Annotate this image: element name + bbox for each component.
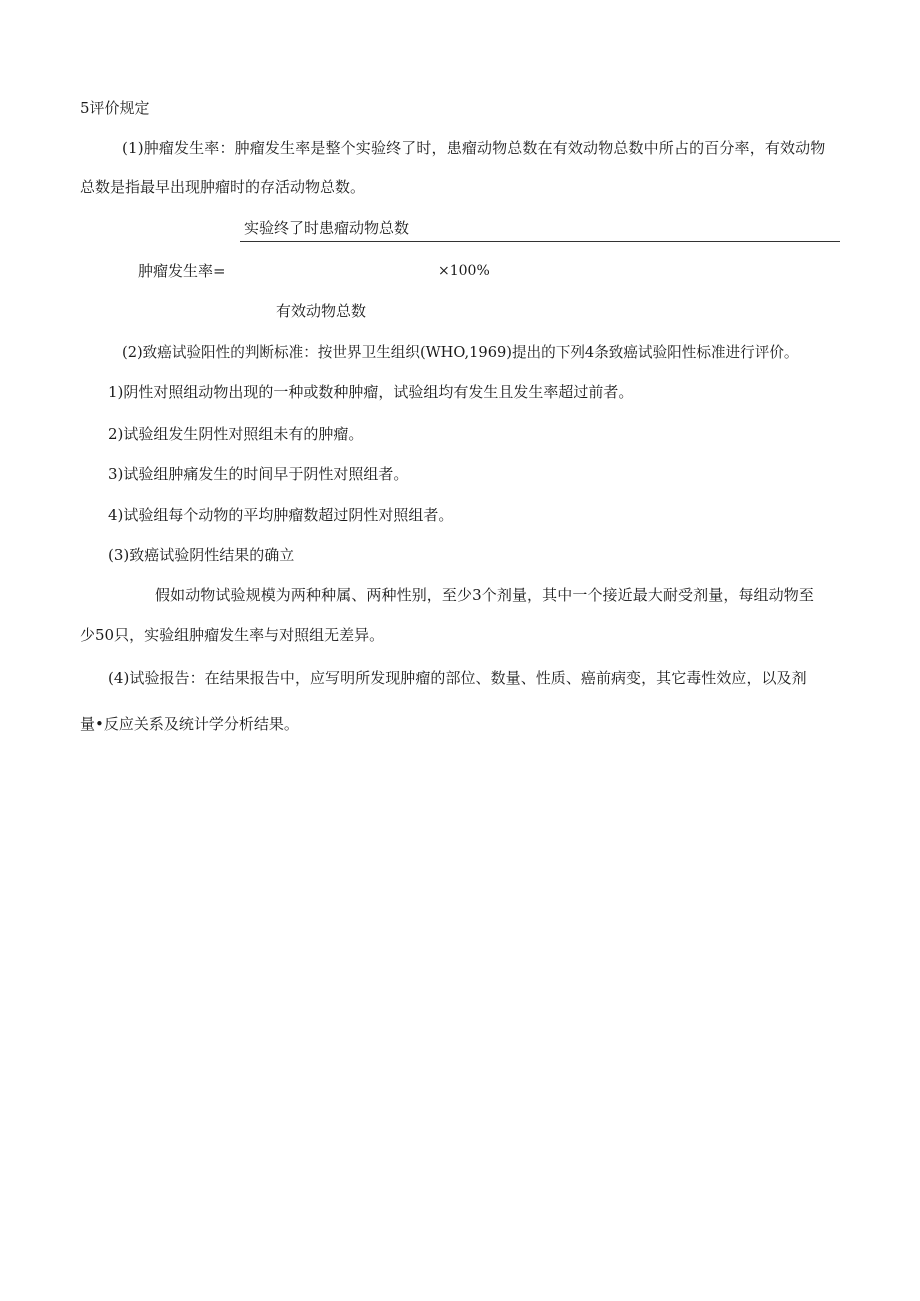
formula-denominator: 有效动物总数 xyxy=(276,302,367,320)
criterion-1: 1)阴性对照组动物出现的一种或数种肿瘤，试验组均有发生且发生率超过前者。 xyxy=(108,383,634,401)
item1-line1: (1)肿瘤发生率：肿瘤发生率是整个实验终了时，患瘤动物总数在有效动物总数中所占的百分率，有效动物 xyxy=(122,139,826,157)
item3-heading: (3)致癌试验阴性结果的确立 xyxy=(108,546,295,564)
criterion-4: 4)试验组每个动物的平均肿瘤数超过阴性对照组者。 xyxy=(108,506,454,524)
formula-lhs: 肿瘤发生率= xyxy=(138,262,226,280)
section-heading: 5评价规定 xyxy=(80,99,150,117)
formula-numerator: 实验终了时患瘤动物总数 xyxy=(244,219,410,237)
item1-line2: 总数是指最早出现肿瘤时的存活动物总数。 xyxy=(80,178,366,196)
item3-line2: 少50只，实验组肿瘤发生率与对照组无差异。 xyxy=(80,626,385,644)
formula-multiplier: ×100% xyxy=(438,263,490,279)
item3-line1: 假如动物试验规模为两种种属、两种性别，至少3个剂量，其中一个接近最大耐受剂量，每组动物至 xyxy=(155,586,814,604)
item4-line2: 量•反应关系及统计学分析结果。 xyxy=(80,715,299,733)
item4-line1: (4)试验报告：在结果报告中，应写明所发现肿瘤的部位、数量、性质、癌前病变，其它毒性效应，以及剂 xyxy=(108,669,807,687)
item2-intro: (2)致癌试验阳性的判断标准：按世界卫生组织(WHO,1969)提出的下列4条致癌试验阳性标准进行评价。 xyxy=(122,344,799,361)
formula-fraction-bar xyxy=(240,241,840,242)
criterion-3: 3)试验组肿痛发生的时间早于阴性对照组者。 xyxy=(108,465,409,483)
criterion-2: 2)试验组发生阴性对照组未有的肿瘤。 xyxy=(108,425,364,443)
